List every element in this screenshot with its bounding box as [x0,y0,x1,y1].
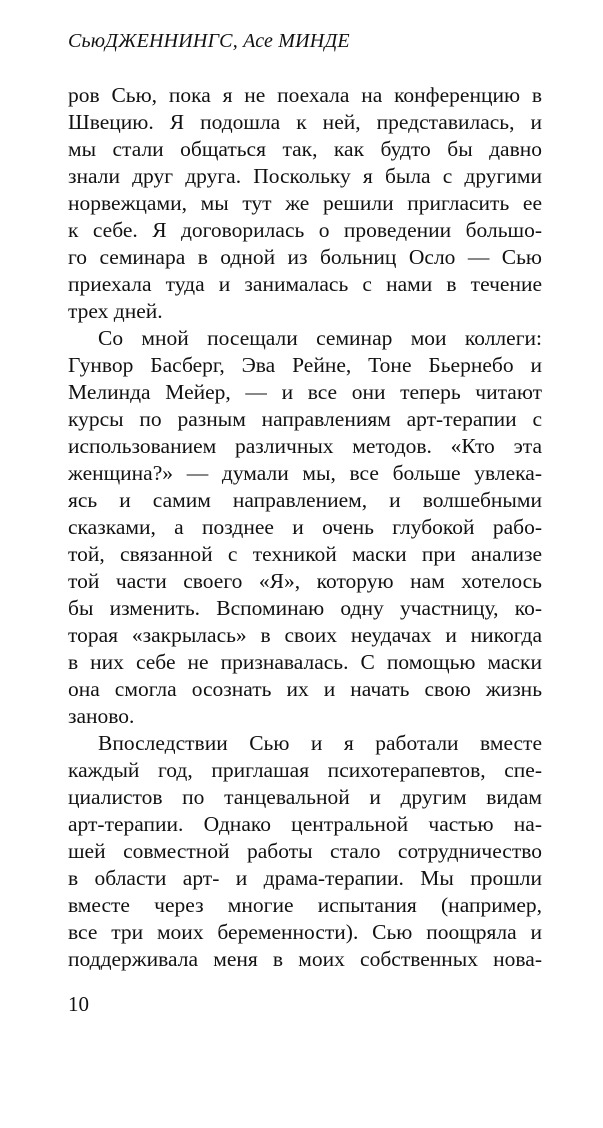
text-line: Мелинда Мейер, — и все они теперь читают [68,380,542,404]
text-line: в области арт- и драма-терапии. Мы прошли [68,866,542,890]
text-line: той части своего «Я», которую нам хотелось [68,569,542,593]
text-line: к себе. Я договорилась о проведении большо- [68,218,542,242]
text-line: торая «закрылась» в своих неудачах и никогда [68,623,542,647]
paragraph-3 [68,730,542,973]
text-line: Со мной посещали семинар мои коллеги: [98,326,542,350]
paragraph-1 [68,82,542,325]
paragraph-2 [68,325,542,730]
text-line: Швецию. Я подошла к ней, представилась, и [68,110,542,134]
text-line: все три моих беременности). Сью поощряла и [68,920,542,944]
text-line: Гунвор Басберг, Эва Рейне, Тоне Бьернебо и [68,353,542,377]
text-line: мы стали общаться так, как будто бы давно [68,137,542,161]
text-line: использованием различных методов. «Кто эта [68,434,542,458]
text-line: ров Сью, пока я не поехала на конференцию в [68,83,542,107]
text-line: сказками, а позднее и очень глубокой рабо- [68,515,542,539]
text-line: шей совместной работы стало сотрудничество [68,839,542,863]
text-line: знали друг друга. Поскольку я была с другими [68,164,542,188]
text-line: в них себе не признавалась. С помощью маски [68,650,542,674]
text-line: Впоследствии Сью и я работали вместе [98,731,542,755]
text-line: ясь и самим направлением, и волшебными [68,488,542,512]
text-line: поддерживала меня в моих собственных нова- [68,947,542,971]
running-head: СьюДЖЕННИНГС, Асе МИНДЕ [68,30,350,52]
text-line: вместе через многие испытания (например, [68,893,542,917]
text-line: го семинара в одной из больниц Осло — Сью [68,245,542,269]
text-line: она смогла осознать их и начать свою жизнь [68,677,542,701]
body-text [68,82,542,973]
text-line: норвежцами, мы тут же решили пригласить ее [68,191,542,215]
text-line: бы изменить. Вспоминаю одну участницу, ко- [68,596,542,620]
page-number: 10 [68,992,89,1016]
text-line: той, связанной с техникой маски при анализе [68,542,542,566]
text-line: трех дней. [68,299,163,323]
text-line: каждый год, приглашая психотерапевтов, спе- [68,758,542,782]
text-line: женщина?» — думали мы, все больше увлека- [68,461,542,485]
text-line: заново. [68,704,135,728]
text-line: циалистов по танцевальной и другим видам [68,785,542,809]
text-line: арт-терапии. Однако центральной частью на- [68,812,542,836]
text-line: курсы по разным направлениям арт-терапии с [68,407,542,431]
text-line: приехала туда и занималась с нами в течение [68,272,542,296]
